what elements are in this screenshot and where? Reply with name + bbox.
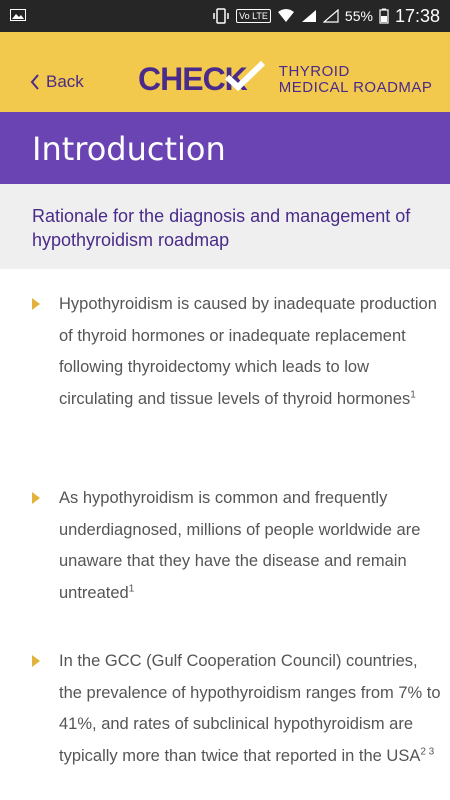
image-icon xyxy=(10,9,26,21)
list-item-text: Hypothyroidism is caused by inadequate production of thyroid hormones or inadequate replacement following thyroidectomy which leads to low circulating and tissue levels of thyroid hormones$^1$ xyxy=(59,295,437,408)
page-title: Introduction xyxy=(32,130,226,168)
list-item-text: As hypothyroidism is common and frequently underdiagnosed, millions of people worldwide are unaware that they have the disease and remain untreated$^1$ xyxy=(59,489,421,602)
footnote-ref[interactable]: 1 xyxy=(128,583,135,594)
list-item xyxy=(32,483,442,609)
logo-line-2: MEDICAL ROADMAP xyxy=(278,78,433,96)
signal-icon-2 xyxy=(323,9,339,23)
footnote-ref[interactable]: 1 xyxy=(410,389,416,400)
bullet-arrow-icon xyxy=(32,655,40,667)
vibrate-icon xyxy=(212,8,230,24)
chevron-left-icon xyxy=(30,73,40,91)
logo-line-1: THYROID xyxy=(278,62,350,80)
checkmark-icon xyxy=(223,59,267,93)
logo-word: CHECK xyxy=(138,61,247,97)
battery-icon xyxy=(379,8,389,24)
signal-icon xyxy=(301,9,317,23)
title-bar xyxy=(0,112,450,184)
app-header xyxy=(0,32,450,112)
wifi-icon xyxy=(277,9,295,23)
logo-subtitle xyxy=(279,64,433,96)
back-button[interactable] xyxy=(30,68,84,96)
clock: 17:38 xyxy=(394,5,440,26)
status-bar xyxy=(0,0,450,32)
back-label: Back xyxy=(46,72,84,91)
footnote-ref[interactable]: 2 3 xyxy=(420,746,435,757)
list-item-text: In the GCC (Gulf Cooperation Council) countries, the prevalence of hypothyroidism ranges from 7% to 41%, and rates of subclinical hypothyroidism are typically more than twice that reported in the $USA^{2 3}$ xyxy=(59,652,441,765)
list-item xyxy=(32,289,442,415)
page-subtitle: Rationale for the diagnosis and management of hypothyroidism roadmap xyxy=(32,206,411,250)
list-item xyxy=(32,646,442,772)
app-logo xyxy=(138,61,432,98)
subtitle-section xyxy=(0,184,450,269)
battery-percent: 55% xyxy=(344,8,373,24)
bullet-arrow-icon xyxy=(32,298,40,310)
volte-badge: Vo LTE xyxy=(236,9,271,23)
bullet-arrow-icon xyxy=(32,492,40,504)
status-right xyxy=(212,0,440,32)
